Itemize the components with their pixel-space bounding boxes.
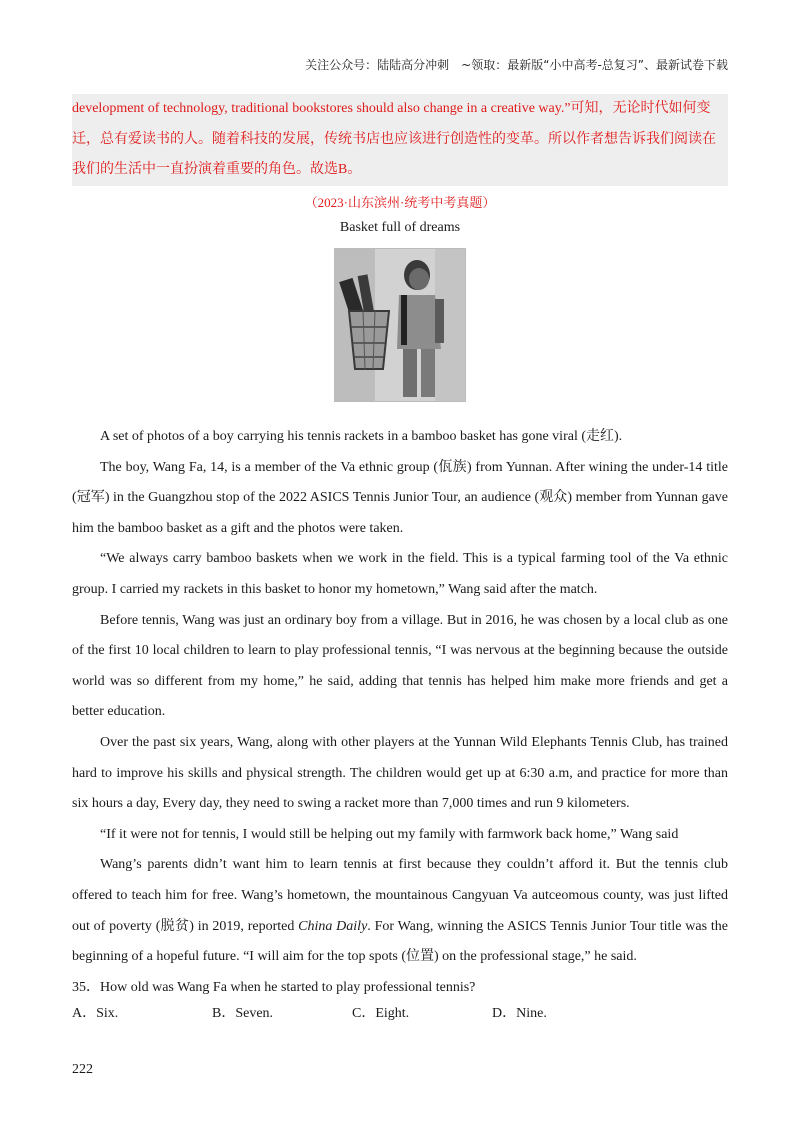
passage-title: Basket full of dreams — [339, 220, 461, 235]
passage-body — [72, 422, 728, 1003]
answer-explanation-block — [72, 94, 728, 186]
answer-explanation-text: development of technology, traditional bookstores should also change in a creative way.”可知，无论时代如何变迁，总有爱读书的人。随着科技的发展，传统书店也应该进行创造性的变革。所以作者想告诉我们阅读在我们的生活中一直扮演着重要的角色。故选B。 — [72, 101, 716, 177]
page-header: 关注公众号：陆陆高分冲刺 ~领取：最新版“小中高考-总复习”、最新试卷下载 — [305, 58, 728, 72]
boy-with-basket-photo — [334, 248, 466, 402]
answer-options — [72, 1002, 728, 1022]
paragraph-5: Over the past six years, Wang, along with other players at the Yunnan Wild Elephants Tennis Club, has trained hard to improve his skills and physical strength. The children would get up at 6:30 a.m, and practice for more than six hours a day, Every day, they need to swing a racket more than 7,000 times and run 9 kilometers. — [72, 734, 728, 812]
newspaper-name: China Daily — [298, 918, 368, 934]
option-b: B．Seven. — [212, 1006, 274, 1021]
paragraph-1: A set of photos of a boy carrying his tennis rackets in a bamboo basket has gone viral (走红). — [100, 429, 623, 444]
paragraph-7 — [72, 850, 728, 972]
page-number: 222 — [72, 1062, 93, 1077]
paragraph-7-part-a: Wang’s parents didn’t want him to learn tennis at first because they couldn’t afford it. But the tennis club offered to teach him for free. Wang’s hometown, the mountainous Cangyuan Va autceomous county, was just lifted out of poverty (脱贫) in 2019, reported — [72, 857, 728, 934]
option-c: C．Eight. — [352, 1006, 410, 1021]
option-a: A．Six. — [72, 1006, 119, 1021]
paragraph-3: “We always carry bamboo baskets when we work in the field. This is a typical farming tool of the Va ethnic group. I carried my rackets in this basket to honor my hometown,” Wang said after the match. — [72, 551, 728, 597]
paragraph-4: Before tennis, Wang was just an ordinary boy from a village. But in 2016, he was chosen by a local club as one of the first 10 local children to learn to play professional tennis, “I was nervous at the beginning because the outside world was so different from my home,” he said, adding that tennis has helped him make more friends and get a better education. — [72, 612, 728, 720]
option-d: D．Nine. — [492, 1006, 547, 1021]
paragraph-2: The boy, Wang Fa, 14, is a member of the Va ethnic group (佤族) from Yunnan. After wining the under-14 title (冠军) in the Guangzhou stop of the 2022 ASICS Tennis Junior Tour, an audience (观众) member from Yunnan gave him the bamboo basket as a gift and the photos were taken. — [72, 459, 728, 536]
paragraph-7-part-b: . For Wang, winning the ASICS Tennis Junior Tour title was the beginning of a hopeful future. “I will aim for the top spots (位置) on the professional stage,” he said. — [72, 918, 728, 965]
question-35: 35．How old was Wang Fa when he started to play professional tennis? — [72, 979, 476, 995]
question-source: （2023·山东滨州·统考中考真题） — [304, 195, 496, 210]
paragraph-6: “If it were not for tennis, I would still be helping out my family with farmwork back home,” Wang said — [100, 826, 679, 842]
